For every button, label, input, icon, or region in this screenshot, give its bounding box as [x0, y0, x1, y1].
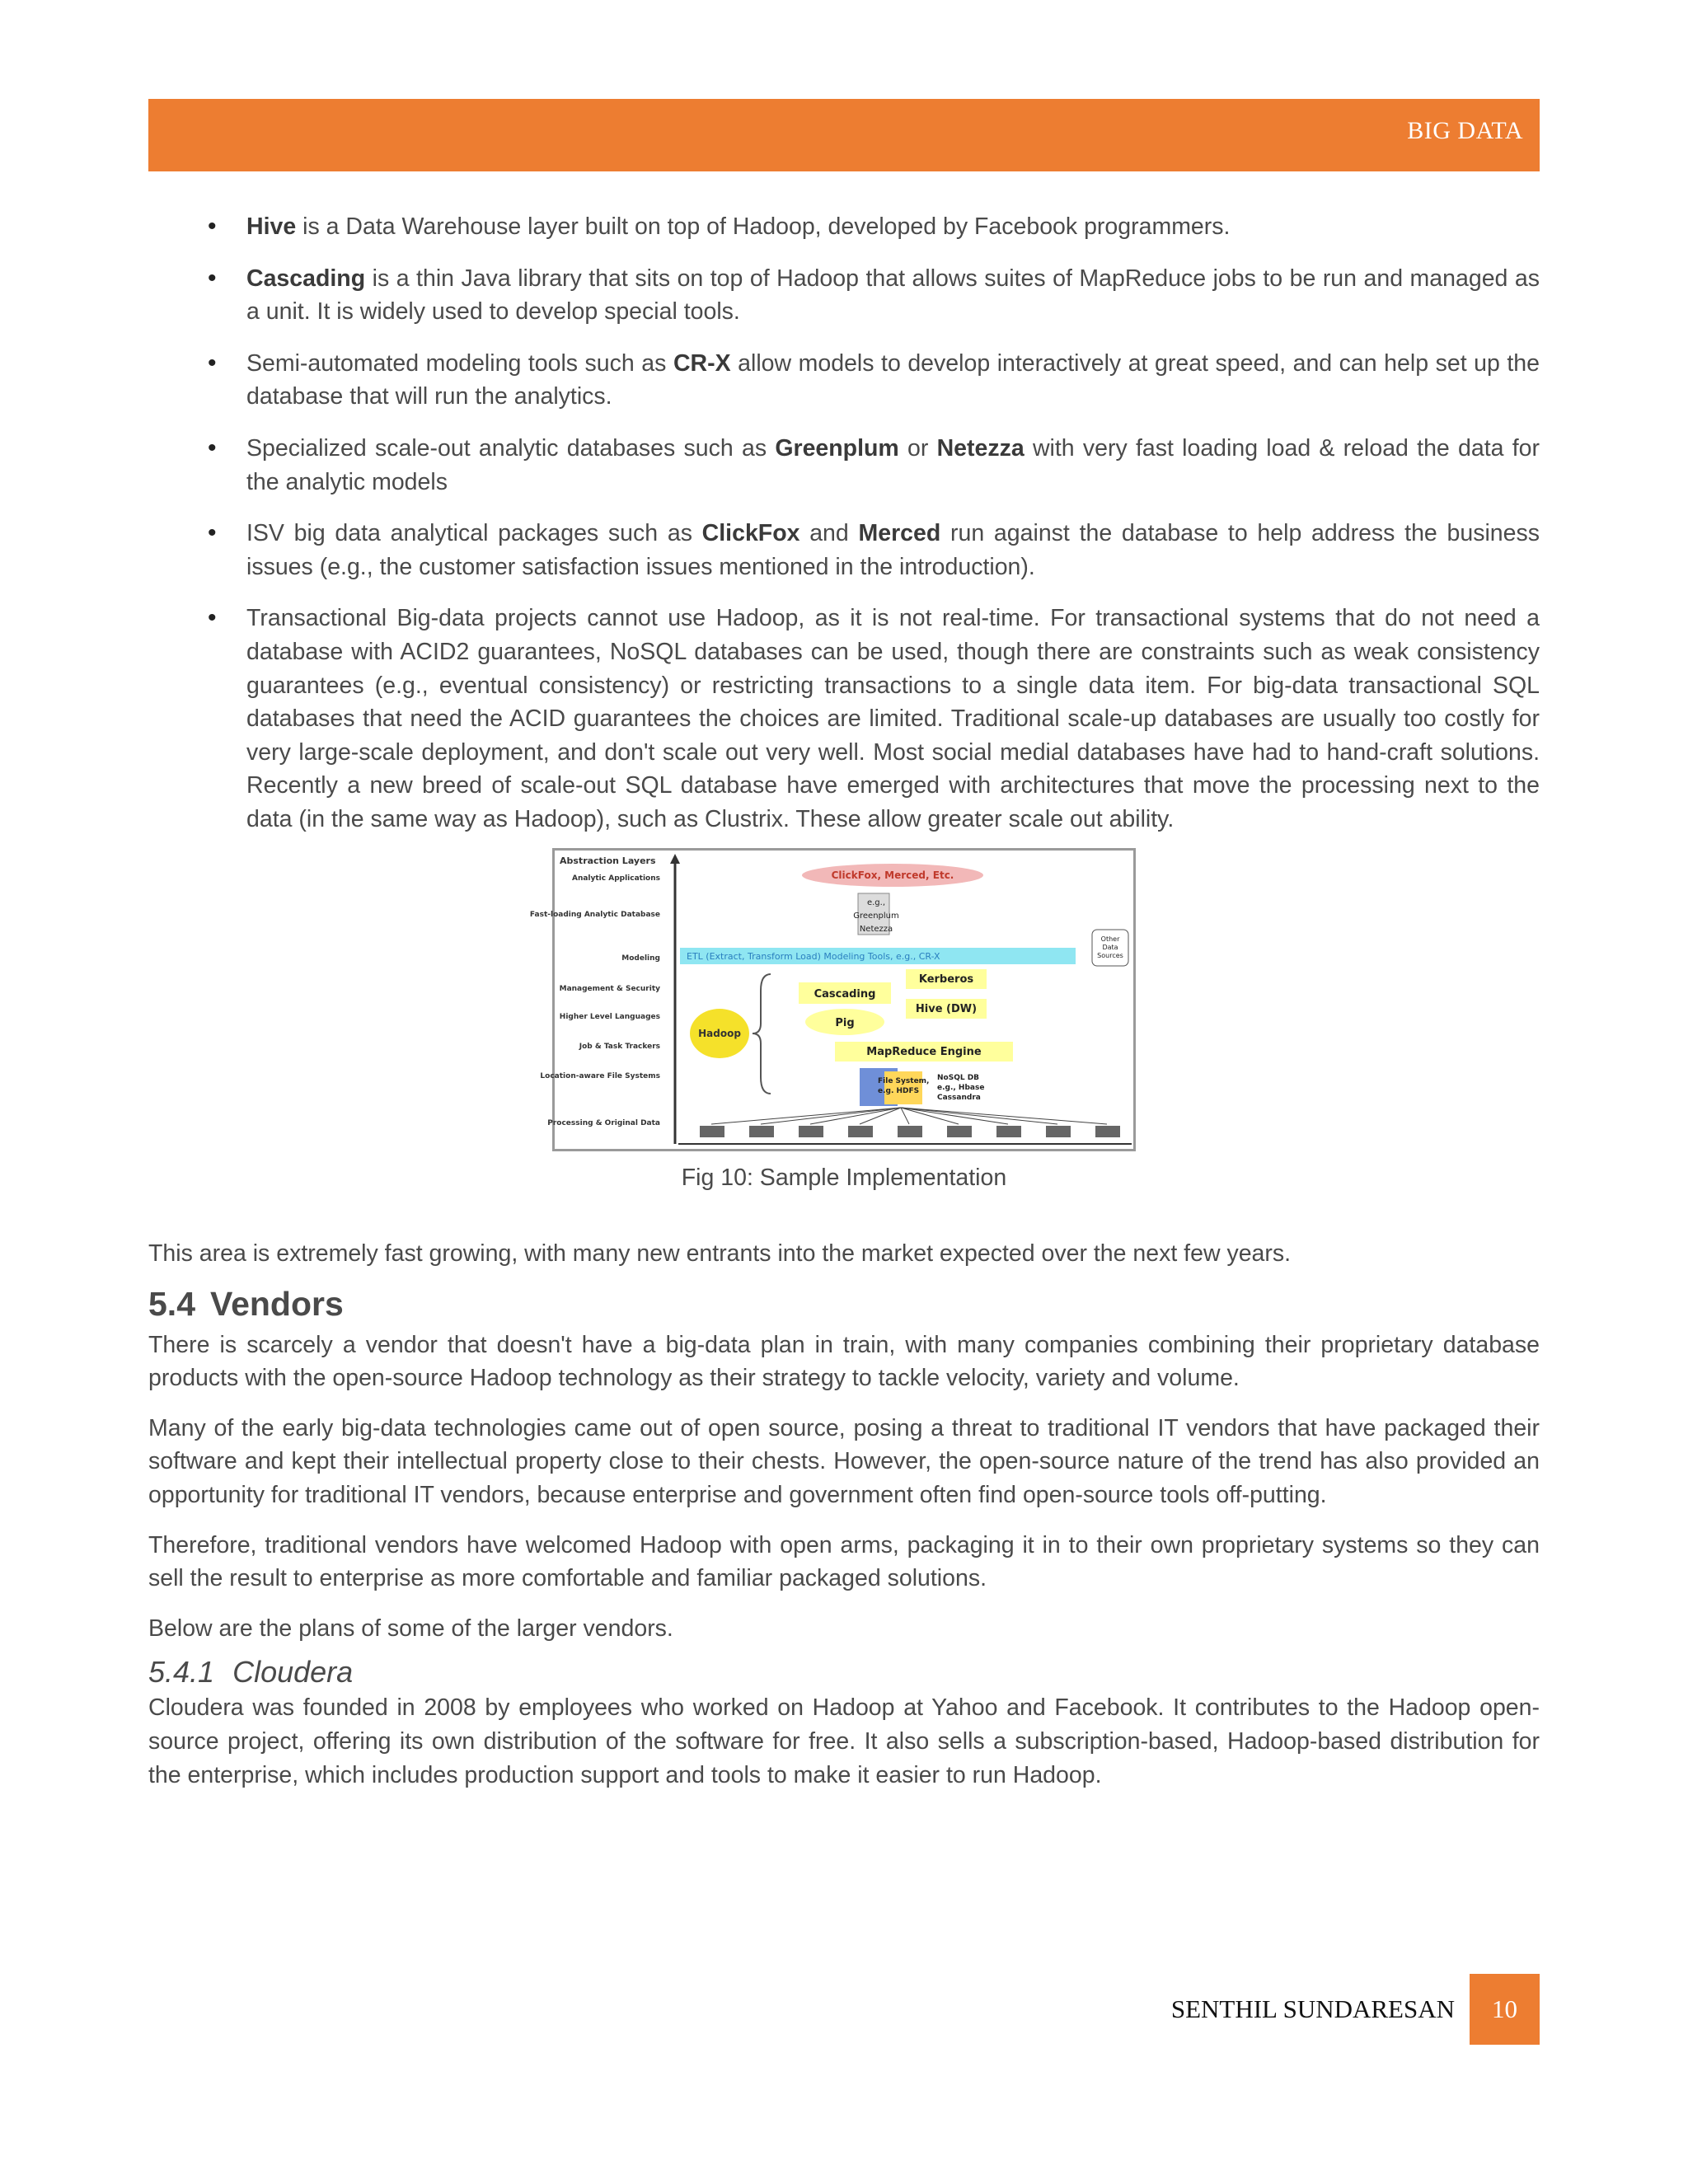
page-content: [148, 210, 1540, 1808]
nosql-label: NoSQL DB: [937, 1073, 980, 1082]
other-sources-label: Sources: [1097, 951, 1123, 959]
list-item: • Semi-automated modeling tools such as CR-X allow models to develop interactively at great speed, and can help set up the database that will run the analytics.: [148, 347, 1540, 414]
layer-label: Higher Level Languages: [559, 1012, 660, 1021]
layer-label: Job & Task Trackers: [579, 1042, 660, 1051]
layer-label: Location-aware File Systems: [540, 1071, 660, 1080]
greenplum-label: e.g.,: [866, 898, 886, 907]
section-heading: 5.4 Vendors: [148, 1284, 344, 1323]
list-item: • Cascading is a thin Java library that sits on top of Hadoop that allows suites of MapReduce jobs to be run and managed as a unit. It is widely used to develop special tools.: [148, 262, 1540, 329]
nosql-label: e.g., Hbase: [937, 1083, 985, 1092]
layer-label: Analytic Applications: [571, 874, 660, 883]
cascading-label: Cascading: [814, 987, 876, 1001]
intro-paragraph: This area is extremely fast growing, with many new entrants into the market expected over the next few years.: [148, 1240, 1292, 1268]
kerberos-label: Kerberos: [918, 972, 974, 986]
figure: [148, 848, 1540, 1195]
list-item: • Specialized scale-out analytic databases such as Greenplum or Netezza with very fast loading load & reload the data for the analytic models: [148, 432, 1540, 499]
pig-label: Pig: [835, 1016, 855, 1029]
other-sources-label: Data: [1102, 943, 1118, 951]
diagram-left-title: Abstraction Layers: [560, 855, 656, 866]
server-icons: [700, 1126, 1120, 1137]
section-paragraph: Many of the early big-data technologies came out of open source, posing a threat to traditional IT vendors that have packaged their software and kept their intellectual property close to their chests. However, the open-source nature of the trend has also provided an opportunity for traditional IT vendors, because enterprise and government often find open-source tools off-putting.: [148, 1414, 1540, 1509]
hadoop-label: Hadoop: [698, 1027, 741, 1039]
subsection-paragraph: Cloudera was founded in 2008 by employees who worked on Hadoop at Yahoo and Facebook. It contributes to the Hadoop open-source project, offering its own distribution of the software for free. It also sells a subscription-based, Hadoop-based distribution for the enterprise, which includes production support and tools to make it easier to run Hadoop.: [148, 1694, 1540, 1788]
greenplum-label: Greenplum: [853, 911, 899, 921]
other-sources-label: Other: [1100, 935, 1120, 943]
section-paragraph: There is scarcely a vendor that doesn't have a big-data plan in train, with many companies combining their proprietary database products with the open-source Hadoop technology as their strategy to tackle velocity, variety and volume.: [148, 1331, 1540, 1392]
mapreduce-label: MapReduce Engine: [866, 1045, 982, 1058]
clickfox-label: ClickFox, Merced, Etc.: [831, 869, 954, 881]
header-bar: [148, 99, 1540, 171]
bullet-list: [148, 210, 1540, 837]
filesystem-label: File System,: [878, 1076, 930, 1085]
figure-caption: Fig 10: Sample Implementation: [681, 1164, 1007, 1191]
footer-author: SENTHIL SUNDARESAN: [1170, 1994, 1455, 2023]
nosql-label: Cassandra: [937, 1093, 981, 1102]
layer-label: Management & Security: [559, 984, 660, 993]
etl-label: ETL (Extract, Transform Load) Modeling Tools, e.g., CR-X: [687, 950, 940, 962]
architecture-diagram: [529, 848, 1136, 1151]
page-number: 10: [1470, 1974, 1540, 2045]
hive-label: Hive (DW): [915, 1002, 978, 1015]
subsection-heading: 5.4.1 Cloudera: [148, 1655, 354, 1690]
section-paragraph: Below are the plans of some of the larger vendors.: [148, 1615, 673, 1642]
bracket: [753, 974, 771, 1094]
filesystem-label: e.g. HDFS: [878, 1086, 920, 1095]
layer-label: Modeling: [621, 954, 660, 963]
list-item: • Transactional Big-data projects cannot use Hadoop, as it is not real-time. For transactional systems that do not need a database with ACID2 guarantees, NoSQL databases can be used, though there are constraints such as weak consistency guarantees (e.g., eventual consistency) or restricting transactions to a single data item. For big-data transactional SQL databases that need the ACID guarantees the choices are limited. Traditional scale-up databases are usually too costly for very large-scale deployment, and don't scale out very well. Most social medial databases have had to hand-craft solutions. Recently a new breed of scale-out SQL database have emerged with architectures that move the processing next to the data (in the same way as Hadoop), such as Clustrix. These allow greater scale out ability.: [148, 602, 1540, 836]
greenplum-label: Netezza: [859, 924, 893, 934]
header-title: BIG DATA: [1407, 117, 1523, 144]
list-item: • ISV big data analytical packages such as ClickFox and Merced run against the database to help address the business issues (e.g., the customer satisfaction issues mentioned in the introduction).: [148, 517, 1540, 583]
fan-lines: [711, 1108, 1107, 1124]
layer-label: Processing & Original Data: [547, 1118, 660, 1127]
arrow-head: [670, 854, 680, 864]
layer-label: Fast-loading Analytic Database: [529, 910, 660, 919]
section-paragraph: Therefore, traditional vendors have welcomed Hadoop with open arms, packaging it in to their own proprietary systems so they can sell the result to enterprise as more comfortable and familiar packaged solutions.: [148, 1531, 1540, 1592]
list-item: • Hive is a Data Warehouse layer built on top of Hadoop, developed by Facebook programmers.: [148, 210, 1540, 244]
